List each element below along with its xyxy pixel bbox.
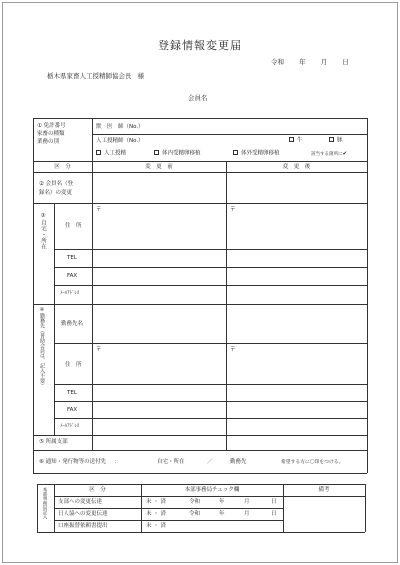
office-row-year: 年 <box>219 499 225 505</box>
office-row-label: 日人協への変更伝達 <box>58 511 108 517</box>
delivery-work-option[interactable]: 勤務先 <box>230 459 247 465</box>
name-after-field[interactable] <box>227 173 366 202</box>
workplace-name-label: 勤務先名 <box>61 321 84 327</box>
work-email-label: ﾒｰﾙｱﾄﾞﾚｽ <box>60 424 80 429</box>
office-row-status[interactable]: 未 ・ 済 <box>146 499 166 505</box>
home-address-label: 住 所 <box>65 223 82 229</box>
work-group-label: ④勤務先（普助会員は、記入不要） <box>39 307 45 388</box>
office-head-check: 本部事務局チェック欄 <box>184 487 240 493</box>
check-mark-icon: ✔ <box>342 151 348 157</box>
office-row-month: 月 <box>244 499 250 505</box>
office-row-label: 支部への変更伝達 <box>58 499 103 505</box>
work-ai-option[interactable]: 人工授精 <box>96 150 126 157</box>
work-in-vitro-option[interactable]: 体外受精卵移植 <box>233 150 280 157</box>
col-head-kubun: 区 分 <box>54 164 71 170</box>
addressee-honorific: 様 <box>137 72 145 80</box>
home-group-label: ③自宅・所在 <box>40 213 46 250</box>
checkbox-icon <box>329 137 334 142</box>
office-row-label: 口座振替依頼書提出 <box>58 523 108 529</box>
form-page <box>2 2 398 563</box>
form-title: 登録情報変更届 <box>158 39 242 52</box>
ai-license-label: 人工授精師（No.） <box>96 138 144 144</box>
office-row-status[interactable]: 未 ・ 済 <box>146 511 166 517</box>
license-label: ① 免許番号 家畜の種類 業務の別 <box>37 123 66 145</box>
office-row-day: 日 <box>271 499 277 505</box>
office-side-label: 本部事務局記入 <box>42 487 47 520</box>
office-head-kubun: 区 分 <box>89 487 106 493</box>
delivery-separator: ／ <box>207 459 213 465</box>
species-pig-option[interactable]: 豚 <box>329 137 343 144</box>
date-day: 日 <box>342 58 349 66</box>
date-era: 令和 <box>271 58 284 66</box>
delivery-home-option[interactable]: 自宅・所在 <box>157 459 185 465</box>
col-head-before: 変 更 前 <box>145 164 173 170</box>
addressee-org: 栃木県家畜人工授精師協会長 <box>47 72 132 80</box>
office-row-status[interactable]: 未 ・ 済 <box>146 523 166 529</box>
checkbox-icon <box>233 150 238 155</box>
checkbox-icon <box>96 150 101 155</box>
work-postal-before[interactable]: 〒 <box>96 347 102 353</box>
checkbox-icon <box>289 137 294 142</box>
office-row-era: 令和 <box>189 499 201 505</box>
delivery-label: ⑥ 通知・発行物等の送付先 ： <box>39 459 120 465</box>
delivery-note: 希望する方に〇印をつける。 <box>281 460 344 465</box>
checkbox-icon <box>154 150 159 155</box>
check-note: 該当する箇所に✔ <box>311 151 348 157</box>
submission-date <box>271 57 362 66</box>
work-in-vivo-option[interactable]: 体内受精卵移植 <box>154 150 201 157</box>
branch-label: ⑤ 所属支部 <box>39 439 68 445</box>
species-cattle-option[interactable]: 牛 <box>289 137 303 144</box>
home-fax-label: FAX <box>67 273 78 279</box>
home-tel-label: TEL <box>67 255 77 261</box>
work-fax-label: FAX <box>67 407 78 413</box>
vet-license-label: 獣 医 師（No.） <box>96 124 144 130</box>
date-year: 年 <box>299 58 306 66</box>
member-name-label: 会員名 <box>188 94 208 102</box>
name-before-field[interactable] <box>93 173 225 202</box>
work-postal-after[interactable]: 〒 <box>230 347 236 353</box>
work-address-label: 住 所 <box>65 362 82 368</box>
home-postal-before[interactable]: 〒 <box>96 207 102 213</box>
home-postal-after[interactable]: 〒 <box>230 207 236 213</box>
addressee <box>47 71 144 80</box>
office-row-day: 日 <box>271 511 277 517</box>
col-head-after: 変 更 後 <box>282 164 311 170</box>
office-row-year: 年 <box>219 511 225 517</box>
office-row-month: 月 <box>244 511 250 517</box>
work-tel-label: TEL <box>67 390 77 396</box>
office-row-era: 令和 <box>189 511 201 517</box>
date-month: 月 <box>320 58 328 66</box>
office-head-remarks: 備考 <box>318 487 330 493</box>
home-email-label: ﾒｰﾙｱﾄﾞﾚｽ <box>60 291 80 296</box>
name-change-label: ② 会員名（登 録名）の変更 <box>39 181 74 196</box>
